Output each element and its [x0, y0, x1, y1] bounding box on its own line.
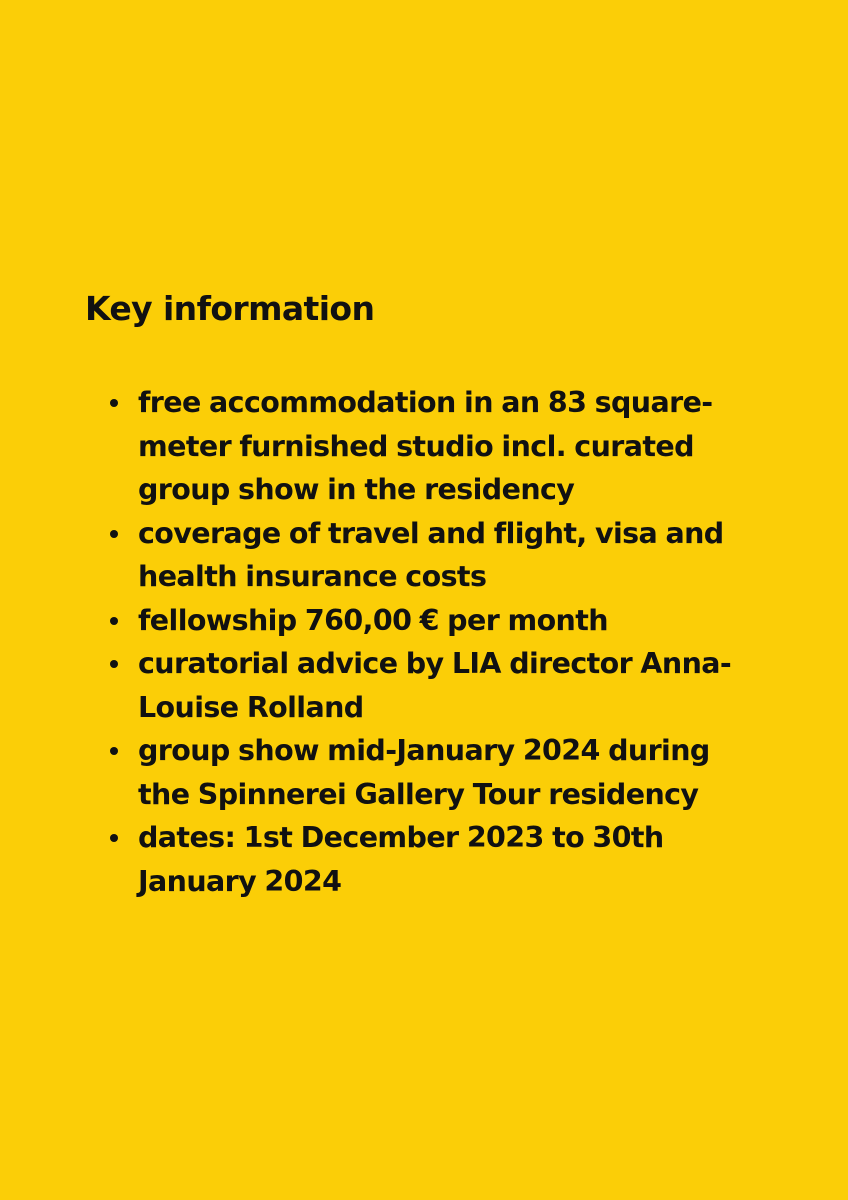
bullet-icon — [110, 834, 118, 842]
bullet-icon — [110, 530, 118, 538]
list-item-group-show — [108, 729, 768, 816]
list-item-text: group show mid-January 2024 during the Spinnerei Gallery Tour residency — [138, 734, 710, 811]
list-item-text: coverage of travel and flight, visa and health insurance costs — [138, 516, 724, 593]
list-item-text: fellowship 760,00 € per month — [138, 603, 608, 637]
list-item-text: dates: 1st December 2023 to 30th January 2024 — [138, 821, 664, 898]
list-item-coverage — [108, 512, 768, 599]
list-item-text: curatorial advice by LIA director Anna-Louise Rolland — [138, 647, 732, 724]
list-item-accommodation — [108, 381, 768, 512]
list-item-text: free accommodation in an 83 square-meter furnished studio incl. curated group show in the residency — [138, 386, 713, 506]
bullet-icon — [110, 617, 118, 625]
list-item-dates — [108, 816, 768, 903]
list-item-curatorial-advice — [108, 642, 768, 729]
bullet-icon — [110, 399, 118, 407]
bullet-icon — [110, 747, 118, 755]
page-title: Key information — [85, 289, 375, 328]
bullet-icon — [110, 660, 118, 668]
key-information-list — [108, 381, 768, 903]
list-item-fellowship — [108, 599, 768, 643]
